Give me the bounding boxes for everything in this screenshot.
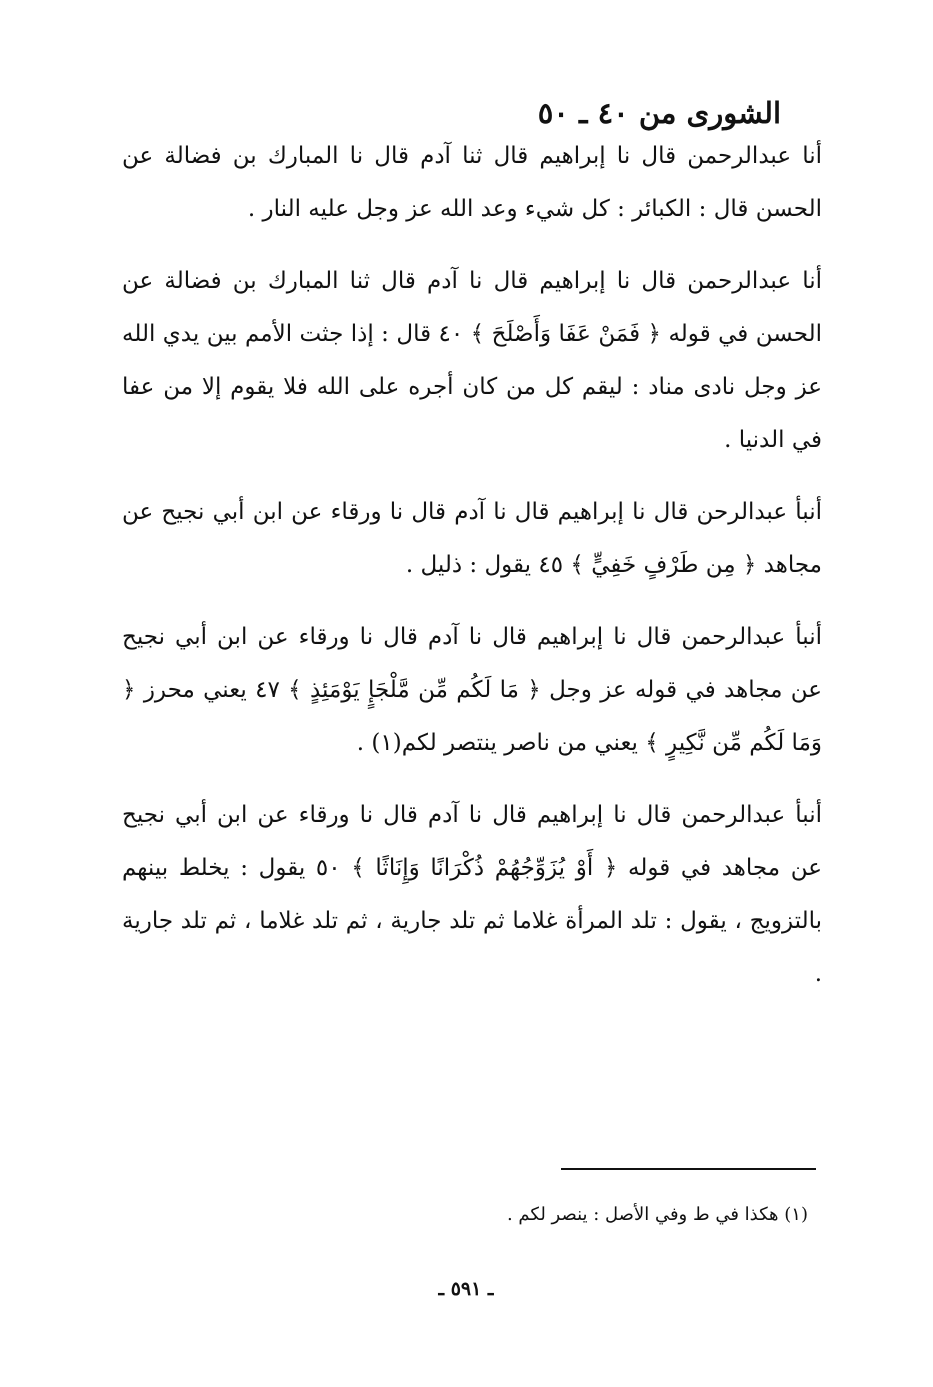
footnote-divider [561, 1168, 816, 1170]
page-header-title: الشورى من ٤٠ ـ ٥٠ [537, 96, 781, 130]
paragraph-1: أنا عبدالرحمن قال نا إبراهيم قال ثنا آدم قال نا المبارك بن فضالة عن الحسن قال : الكبائر : كل شيء وعد الله عز وجل عليه النار . [122, 143, 822, 222]
paragraph-4: أنبأ عبدالرحمن قال نا إبراهيم قال نا آدم قال نا ورقاء عن ابن أبي نجيح عن مجاهد في قوله عز وجل ﴿ مَا لَكُم مِّن مَّلْجَإٍ يَوْمَئِذٍ ﴾ ٤٧ يعني محرز ﴿ وَمَا لَكُم مِّن نَّكِيرٍ ﴾ يعني من ناصر ينتصر لكم(١) . [122, 624, 822, 756]
paragraph-3: أنبأ عبدالرحن قال نا إبراهيم قال نا آدم قال نا ورقاء عن ابن أبي نجيح عن مجاهد ﴿ مِن طَرْفٍ خَفِيٍّ ﴾ ٤٥ يقول : ذليل . [122, 499, 822, 578]
paragraph-2: أنا عبدالرحمن قال نا إبراهيم قال نا آدم قال ثنا المبارك بن فضالة عن الحسن في قوله ﴿ فَمَنْ عَفَا وَأَصْلَحَ ﴾ ٤٠ قال : إذا جثت الأمم بين يدي الله عز وجل نادى مناد : ليقم كل من كان أجره على الله فلا يقوم إلا من عفا في الدنيا . [122, 268, 822, 453]
paragraph-5: أنبأ عبدالرحمن قال نا إبراهيم قال نا آدم قال نا ورقاء عن ابن أبي نجيح عن مجاهد في قوله ﴿ أَوْ يُزَوِّجُهُمْ ذُكْرَانًا وَإِنَاثًا ﴾ ٥٠ يقول : يخلط بينهم بالتزويج ، يقول : تلد المرأة غلاما ثم تلد جارية ، ثم تلد غلاما ، ثم تلد جارية . [122, 802, 822, 987]
footnote: (١) هكذا في ط وفي الأصل : ينصر لكم . [506, 1204, 808, 1225]
main-text [122, 130, 822, 1020]
page-number: ـ ٥٩١ ـ [438, 1278, 494, 1300]
